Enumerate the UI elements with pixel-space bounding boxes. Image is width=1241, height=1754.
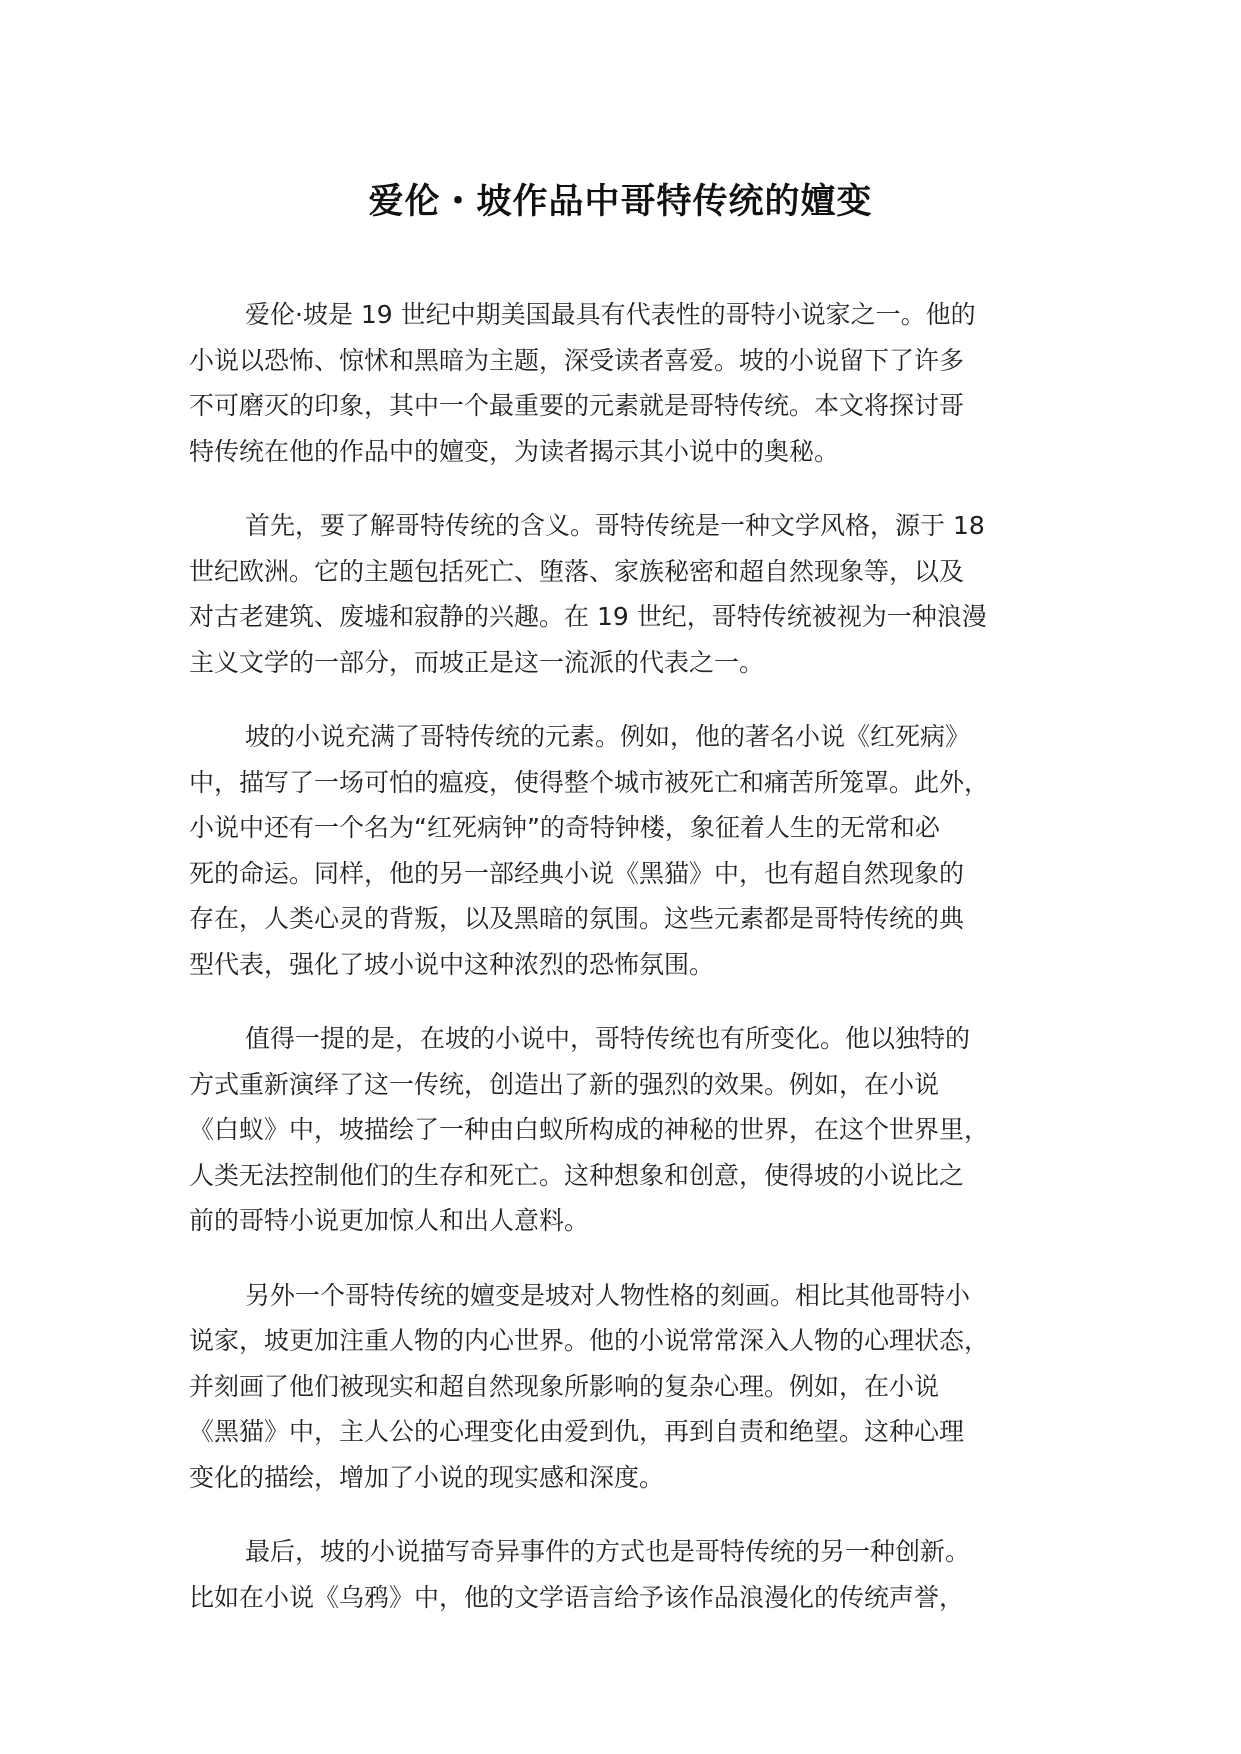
paragraph-line: 变化的描绘，增加了小说的现实感和深度。 <box>189 1462 665 1492</box>
paragraph-line: 对古老建筑、废墟和寂静的兴趣。在 19 世纪，哥特传统被视为一种浪漫 <box>189 602 987 631</box>
paragraph-line: 死的命运。同样，他的另一部经典小说《黑猫》中，也有超自然现象的 <box>189 858 965 888</box>
paragraph-1 <box>189 292 1079 474</box>
document-title: 爱伦・坡作品中哥特传统的嬗变 <box>368 182 873 222</box>
document-body <box>189 292 1079 1649</box>
paragraph-line: 《白蚁》中，坡描绘了一种由白蚁所构成的神秘的世界，在这个世界里， <box>189 1115 990 1144</box>
paragraph-line: 值得一提的是，在坡的小说中，哥特传统也有所变化。他以独特的 <box>245 1024 971 1053</box>
paragraph-line: 比如在小说《乌鸦》中，他的文学语言给予该作品浪漫化的传统声誉， <box>189 1582 965 1612</box>
paragraph-line: 前的哥特小说更加惊人和出人意料。 <box>189 1206 590 1235</box>
paragraph-3 <box>189 714 1079 987</box>
paragraph-line: 存在，人类心灵的背叛，以及黑暗的氛围。这些元素都是哥特传统的典 <box>189 904 965 933</box>
paragraph-line: 《黑猫》中，主人公的心理变化由爱到仇，再到自责和绝望。这种心理 <box>189 1417 965 1446</box>
paragraph-line: 型代表，强化了坡小说中这种浓烈的恐怖氛围。 <box>189 949 715 979</box>
paragraph-line: 世纪欧洲。它的主题包括死亡、堕落、家族秘密和超自然现象等，以及 <box>189 556 965 586</box>
paragraph-line: 并刻画了他们被现实和超自然现象所影响的复杂心理。例如，在小说 <box>189 1371 940 1401</box>
paragraph-line: 首先，要了解哥特传统的含义。哥特传统是一种文学风格，源于 18 <box>245 511 985 540</box>
paragraph-line: 不可磨灭的印象，其中一个最重要的元素就是哥特传统。本文将探讨哥 <box>189 391 965 420</box>
paragraph-4 <box>189 1016 1079 1244</box>
paragraph-line: 人类无法控制他们的生存和死亡。这种想象和创意，使得坡的小说比之 <box>189 1160 965 1190</box>
paragraph-6 <box>189 1529 1079 1620</box>
paragraph-line: 另外一个哥特传统的嬗变是坡对人物性格的刻画。相比其他哥特小 <box>245 1280 971 1310</box>
paragraph-line: 主义文学的一部分，而坡正是这一流派的代表之一。 <box>189 647 765 677</box>
paragraph-line: 坡的小说充满了哥特传统的元素。例如，他的著名小说《红死病》 <box>245 722 971 751</box>
paragraph-line: 小说以恐怖、惊怵和黑暗为主题，深受读者喜爱。坡的小说留下了许多 <box>189 345 965 375</box>
paragraph-line: 方式重新演绎了这一传统，创造出了新的强烈的效果。例如，在小说 <box>189 1069 940 1099</box>
paragraph-line: 说家，坡更加注重人物的内心世界。他的小说常常深入人物的心理状态， <box>189 1326 990 1355</box>
paragraph-2 <box>189 503 1079 685</box>
paragraph-5 <box>189 1273 1079 1501</box>
paragraph-line: 特传统在他的作品中的嬗变，为读者揭示其小说中的奥秘。 <box>189 436 840 466</box>
paragraph-line: 爱伦·坡是 19 世纪中期美国最具有代表性的哥特小说家之一。他的 <box>245 300 976 329</box>
paragraph-line: 最后，坡的小说描写奇异事件的方式也是哥特传统的另一种创新。 <box>245 1537 971 1566</box>
paragraph-line: 中，描写了一场可怕的瘟疫，使得整个城市被死亡和痛苦所笼罩。此外， <box>189 767 990 797</box>
paragraph-line: 小说中还有一个名为“红死病钟”的奇特钟楼，象征着人生的无常和必 <box>189 813 940 842</box>
